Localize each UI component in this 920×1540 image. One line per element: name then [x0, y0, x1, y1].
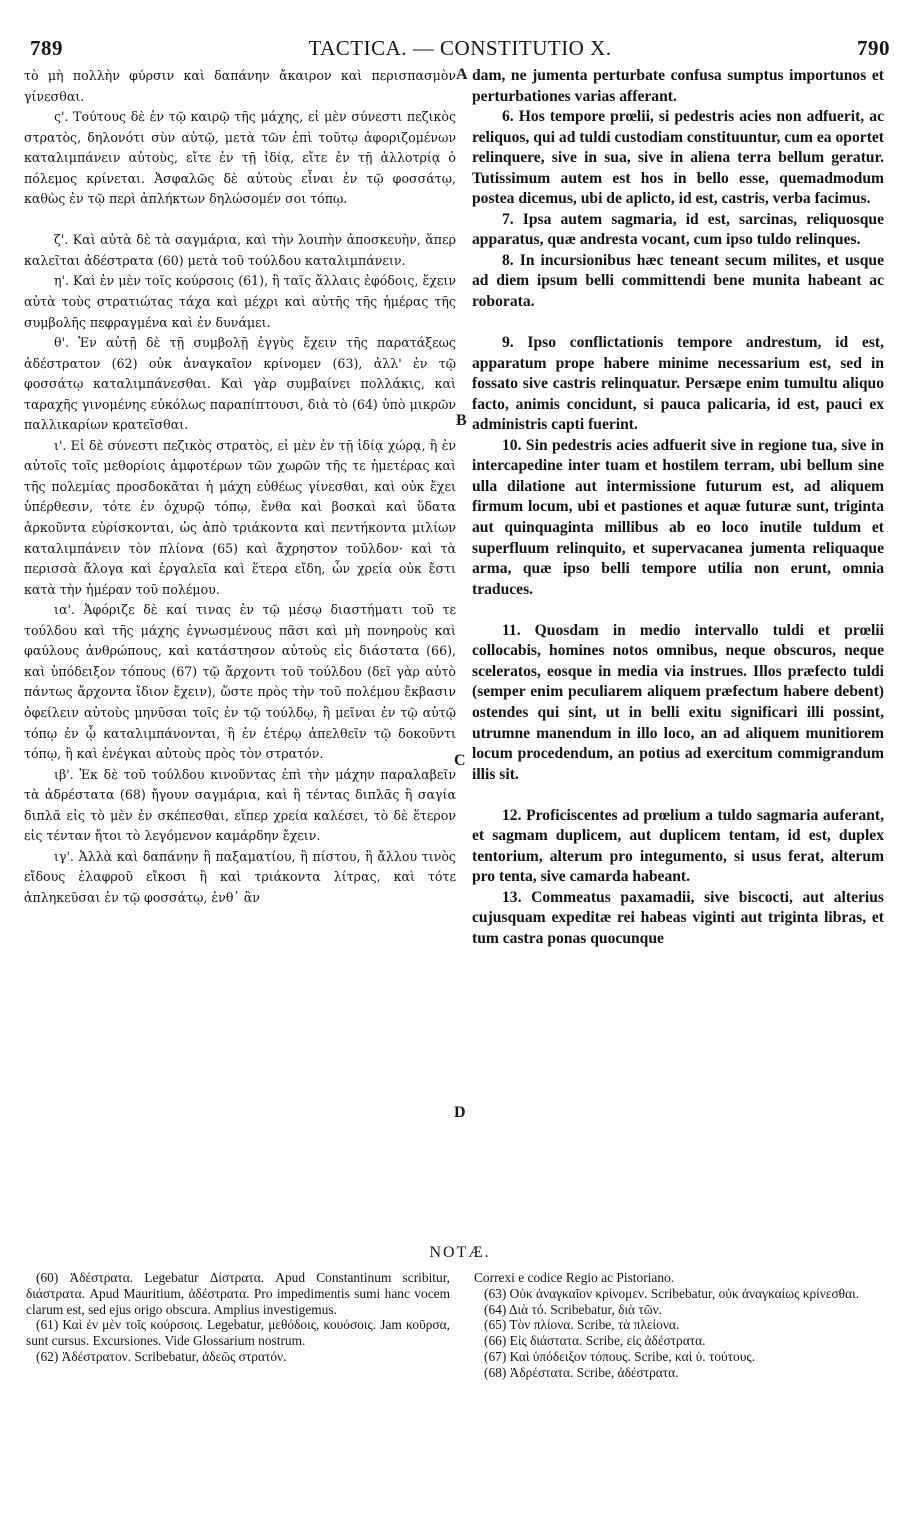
notes-right-column: [474, 1270, 886, 1532]
latin-paragraph: 10. Sin pedestris acies adfuerit sive in regione tua, sive in intercapedine inter tuam et hostilem terram, ubi bellum sine ulla dilatione aut intermissione futurum est, ad aliquem firmum locum, ubi et pastiones et aquæ futuræ sunt, triginta aut quinquaginta millibus ab eo loco inutile tuldum et superfluum relinquito, et supervacanea jumenta reliquaque arma, quæ ipso belli tempore utilia non erunt, omnia traduces.: [472, 436, 884, 598]
latin-paragraph: 9. Ipso conflictationis tempore andrestum, id est, apparatum prope habere minime necessarium est, sed in fossato sive castris relinquatur. Persæpe enim tumultu aliquo facto, animis concidunt, si pauca palicaria, id est, pauci ex administris capti fuerint.: [472, 334, 884, 434]
latin-paragraph: 13. Commeatus paxamadii, sive biscocti, aut alterius cujusquam expeditæ rei habeas viginti aut triginta libras, et tum castra ponas quocunque: [472, 888, 884, 947]
note: (65) Τὸν πλίονα. Scribe, τὰ πλείονα.: [484, 1317, 680, 1333]
greek-paragraph: η'. Καὶ ἐν μὲν τοῖς κούρσοις (61), ἢ ταῖς ἄλλαις ἐφόδοις, ἔχειν αὐτὰ τοὺς στρατιώτας τάχα καὶ μέχρι καὶ αὐτῆς τῆς ἡμέρας τῆς συμβολῆς πεφραγμένα καὶ ἐν δυνάμει.: [24, 273, 456, 330]
note: (61) Καὶ ἐν μὲν τοῖς κούρσοις. Legebatur, μεθόδοις, κουόσοις. Jam κοῦρσα, sunt cursus. Excursiones. Vide Glossarium nostrum.: [26, 1317, 450, 1349]
margin-marker-b: B: [456, 412, 467, 429]
greek-paragraph: ια'. Ἀφόριζε δὲ καί τινας ἐν τῷ μέσῳ διαστήματι τοῦ τε τούλδου καὶ τῆς μάχης ἐγνωσμένους πᾶσι καὶ μὴ πονηροὺς καὶ φαύλους ἀνθρώπους, καὶ κατάστησον αὐτοὺς εἰς διάστατα (66), καὶ ὑπόδειξον τόπους (67) τῷ ἄρχοντι τοῦ τούλδου (δεῖ γὰρ αὐτὸ πάντως ἄρχοντα ἴδιον ἔχειν), ὥστε πρὸς τὴν τοῦ πολέμου ἔκβασιν ὀφείλειν αὐτοὺς μηνῦσαι τοῖς ἐν τῷ τούλδῳ, ἢ μεῖναι ἐν τῷ αὐτῷ τόπῳ ἐν ᾧ καταλιμπάνονται, ἢ ἐν ἑτέρῳ ἀπελθεῖν τῷ δοκοῦντι τόπῳ, ἢ καὶ ἐνέγκαι αὐτοὺς πρὸς τὸν στρατόν.: [24, 602, 456, 762]
note: (63) Οὐκ ἀναγκαῖον κρίνομεν. Scribebatur, οὐκ ἀναγκαίως κρίνεσθαι.: [484, 1285, 860, 1301]
greek-paragraph: ιγ'. Ἀλλὰ καὶ δαπάνην ἢ παξαματίου, ἢ πίστου, ἢ ἄλλου τινὸς εἴδους ἐλαφροῦ εἴκοσι ἢ καὶ τριάκοντα λίτρας, καὶ τότε ἀπληκεῦσαι ἐν τῷ φοσσάτῳ, ἐνθ᾽ ἂν: [24, 848, 456, 905]
note: (64) Διὰ τό. Scribebatur, διὰ τῶν.: [484, 1301, 663, 1317]
note: (67) Καὶ ὑπόδειξον τόπους. Scribe, καὶ ὑ. τούτους.: [484, 1348, 756, 1364]
running-head: TACTICA. — CONSTITUTIO X.: [308, 36, 612, 60]
latin-paragraph: 8. In incursionibus hæc teneant secum milites, et usque ad diem ipsum belli committendi bene munita habeant ac roborata.: [472, 251, 884, 311]
latin-paragraph: 6. Hos tempore prœlii, si pedestris acies non adfuerit, ac reliquos, qui ad tuldi custodiam constituuntur, cum ea oportet relinquere, sive in sua, sive in aliena terra bellum geratur. Tutissimum autem est hos in bello esse, quemadmodum postea dicemus, ubi de aplicto, id est, castris, verba facimus.: [472, 108, 884, 208]
latin-paragraph: 12. Proficiscentes ad prœlium a tuldo sagmaria auferant, et sagmam duplicem, aut duplicem tentam, id est, duplex tentorium, alterum pro integumento, si usus ferat, alterum pro tenta, sive camarda habeant.: [472, 806, 884, 886]
note: (68) Ἀδρέστατα. Scribe, ἀδέστρατα.: [484, 1364, 679, 1380]
latin-paragraph: dam, ne jumenta perturbate confusa sumptus importunos et perturbationes varias afferant.: [472, 67, 884, 105]
greek-paragraph: ι'. Εἰ δὲ σύνεστι πεζικὸς στρατὸς, εἰ μὲν ἐν τῇ ἰδίᾳ χώρᾳ, ἢ ἐν αὐτοῖς τοῖς μεθορίοις ἀμφοτέρων τῶν χωρῶν τῆς τε ἡμετέρας καὶ τῆς πολεμίας προσδοκᾶται ἡ μάχη εὐθέως γίνεσθαι, καὶ οὐκ ἔχει ὑπέρθεσιν, τότε ἐν ὀχυρῷ τόπῳ, ἔνθα καὶ βοσκαὶ καὶ ὕδατα ἀρκοῦντα εὑρίσκονται, ὡς ἀπὸ τριάκοντα καὶ πεντήκοντα μιλίων καταλιμπάνειν τὸν πλίονα (65) καὶ ἄχρηστον τοῦλδον· καὶ τὰ περισσὰ ἄλογα καὶ ἐργαλεῖα καὶ ἕτερα εἴδη, ὧν χρεία οὐκ ἔστι κατὰ τὴν ἡμέραν τοῦ πολέμου.: [24, 437, 456, 597]
note: (66) Εἰς διάστατα. Scribe, εἰς ἀδέστρατα.: [484, 1333, 706, 1349]
greek-paragraph: θ'. Ἐν αὐτῇ δὲ τῇ συμβολῇ ἐγγὺς ἔχειν τῆς παρατάξεως ἀδέστρατον (62) οὐκ ἀναγκαῖον κρίνομεν (63), ἀλλ' ἐν τῷ φοσσάτῳ καταλιμπάνεσθαι. Καὶ γὰρ συμβαίνει πολλάκις, καὶ ταραχῆς γινομένης εὐκόλως παραπίπτουσι, διὰ τὸ (64) ὑπὸ μικρῶν παλλικαρίων κρατεῖσθαι.: [24, 335, 456, 433]
margin-marker-a: A: [456, 66, 468, 83]
greek-paragraph: τὸ μὴ πολλὴν φύρσιν καὶ δαπάνην ἄκαιρον καὶ περισπασμὸν γίνεσθαι.: [24, 68, 456, 104]
margin-marker-c: C: [454, 752, 466, 769]
margin-marker-d: D: [454, 1104, 466, 1121]
latin-column: [472, 66, 884, 1234]
note: (62) Ἀδέστρατον. Scribebatur, ἀδεῶς στρατόν.: [36, 1348, 287, 1364]
latin-paragraph: 7. Ipsa autem sagmaria, id est, sarcinas, reliquosque apparatus, quæ andresta vocant, cum ipso tuldo relinques.: [472, 210, 884, 249]
page-number-left: 789: [30, 36, 63, 60]
greek-paragraph: ιβ'. Ἐκ δὲ τοῦ τούλδου κινοῦντας ἐπὶ τὴν μάχην παραλαβεῖν τὰ ἀδρέστατα (68) ἤγουν σαγμάρια, καὶ ἢ τέντας διπλᾶς ἢ σαγία διπλᾶ εἰς τὸ μὲν ἐν σκέπεσθαι, εἴπερ χρεία καλέσει, τὸ δὲ ἕτερον εἰς τένταν ἤτοι τὸ λεγόμενον καμάρδην ἔχειν.: [24, 766, 456, 844]
notes-left-column: [26, 1270, 450, 1532]
note: (60) Ἀδέστρατα. Legebatur Δίστρατα. Apud Constantinum scribitur, διάστρατα. Apud Mauritium, ἀδέστρατα. Pro impedimentis sumi hanc vocem clarum est, sed ejus origo obscura. Amplius investigemus.: [26, 1270, 450, 1317]
note: Correxi e codice Regio ac Pistoriano.: [474, 1270, 675, 1285]
latin-paragraph: 11. Quosdam in medio intervallo tuldi et prœlii collocabis, homines notos omnibus, neque obscuros, neque sceleratos, eosque in media via instrues. Illos præfecto tuldi (semper enim peculiarem aliquem præfectum habere debent) ostendes qui sint, ut in belli exitu significari illi possint, utrumne manendum in illo loco, an ad aliquem munitiorem locum procedendum, an potius ad exercitum commigrandum illis sit.: [472, 621, 884, 783]
greek-paragraph: ζ'. Καὶ αὐτὰ δὲ τὰ σαγμάρια, καὶ τὴν λοιπὴν ἀποσκευὴν, ἅπερ καλεῖται ἀδέστρατα (60) μετὰ τοῦ τούλδου καταλιμπάνειν.: [24, 232, 456, 268]
page-number-right: 790: [857, 36, 890, 60]
greek-column: [24, 66, 456, 1234]
greek-paragraph: ς'. Τούτους δὲ ἐν τῷ καιρῷ τῆς μάχης, εἰ μὲν σύνεστι πεζικὸς στρατὸς, δηλονότι σὺν αὐτῷ, μετὰ τῶν ἐπὶ τοῦτῳ ἀφοριζομένων καταλιμπάνειν αὐτοὺς, εἴτε ἐν τῇ ἰδίᾳ, εἴτε ἐν τῇ ἀλλοτρίᾳ ὁ πόλεμος κρίνεται. Ἀσφαλῶς δὲ αὐτοὺς εἶναι ἐν τῷ φοσσάτῳ, καθὼς ἐν τῷ περὶ ἀπλήκτων δηλώσομέν σοι τόπῳ.: [24, 109, 456, 207]
notes-heading: NOTÆ.: [429, 1244, 491, 1261]
page-header: [30, 36, 890, 62]
